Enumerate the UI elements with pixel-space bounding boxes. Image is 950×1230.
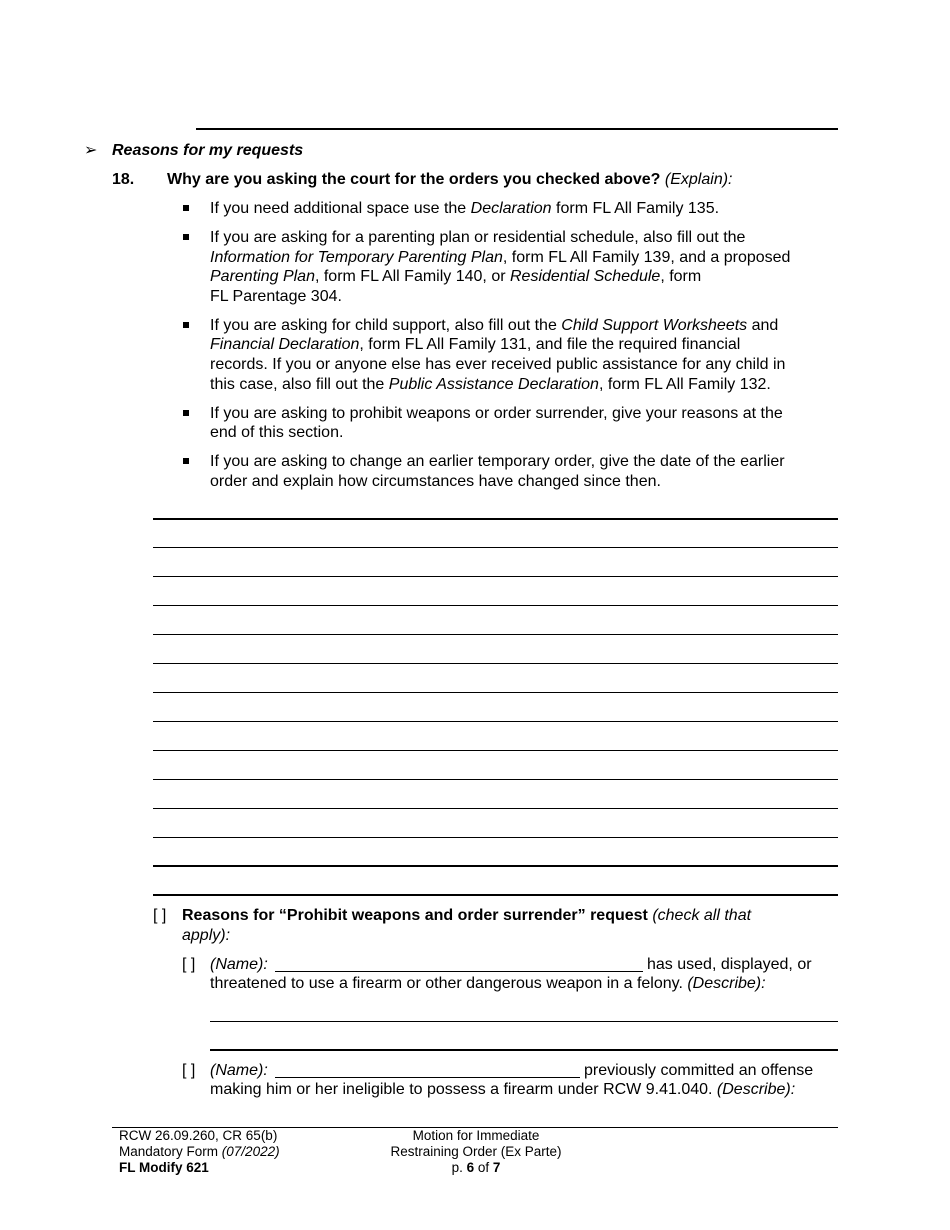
answer-line[interactable] [153,576,838,577]
item2-line-2: making him or her ineligible to possess a firearm under RCW 9.41.040. (Describe): [210,1081,796,1098]
bullet-2-line-3: Parenting Plan, form FL All Family 140, or Residential Schedule, form [210,268,702,285]
item1-checkbox[interactable]: [ ] [182,956,196,973]
weapons-title-line [182,906,751,925]
footer-title-2: Restraining Order (Ex Parte) [390,1144,562,1159]
answer-line[interactable] [153,547,838,548]
bullet-4-line-1: If you are asking to prohibit weapons or order surrender, give your reasons at the [210,405,783,422]
question-number: 18. [112,171,135,188]
footer-title-1: Motion for Immediate [412,1128,540,1143]
bullet-marker [183,458,189,464]
item2-checkbox[interactable]: [ ] [182,1062,196,1079]
bullet-3-line-1: If you are asking for child support, also fill out the Child Support Worksheets and [210,317,779,334]
bullet-4-line-2: end of this section. [210,424,344,441]
answer-line[interactable] [153,605,838,606]
footer-statute: RCW 26.09.260, CR 65(b) [119,1128,278,1143]
answer-line[interactable] [153,663,838,664]
bullet-2-line-4: FL Parentage 304. [210,288,342,305]
weapons-hint-continued: apply): [182,927,231,944]
item1-line-2: threatened to use a firearm or other dangerous weapon in a felony. (Describe): [210,975,766,992]
bullet-2-line-2: Information for Temporary Parenting Plan, form FL All Family 139, and a proposed [210,249,791,266]
weapons-title: Reasons for “Prohibit weapons and order surrender” request [182,907,648,924]
item1-after-blank: has used, displayed, or [647,956,812,973]
weapons-checkbox[interactable]: [ ] [153,907,167,924]
footer-mandatory: Mandatory Form (07/2022) [119,1144,280,1159]
footer-center [356,1128,596,1176]
footer-page: p. 6 of 7 [451,1160,501,1175]
answer-line[interactable] [153,634,838,635]
bullet-marker [183,322,189,328]
item1-describe-line[interactable] [210,1049,838,1051]
item2-after-blank: previously committed an offense [584,1062,814,1079]
footer-form-id: FL Modify 621 [119,1160,209,1175]
item2-name-label: (Name): [210,1062,268,1079]
bullet-marker [183,234,189,240]
answer-line[interactable] [153,721,838,722]
answer-line[interactable] [153,779,838,780]
answer-line[interactable] [153,808,838,809]
question-18 [167,170,732,189]
answer-line[interactable] [153,750,838,751]
item1-name-blank[interactable] [275,971,643,972]
bullet-marker [183,410,189,416]
answer-line[interactable] [153,518,838,520]
top-divider [196,128,838,130]
bullet-3-line-2: Financial Declaration, form FL All Family 131, and file the required financial [210,336,741,353]
bullet-5-line-1: If you are asking to change an earlier temporary order, give the date of the earlier [210,453,785,470]
bullet-3-line-3: records. If you or anyone else has ever received public assistance for any child in [210,356,786,373]
answer-line[interactable] [153,837,838,838]
question-explain: (Explain): [664,171,733,188]
footer-left [119,1128,379,1176]
item1-describe-line[interactable] [210,1021,838,1022]
section-arrow-icon: ➢ [84,142,98,159]
bullet-marker [183,205,189,211]
bullet-3-line-4: this case, also fill out the Public Assistance Declaration, form FL All Family 132. [210,376,771,393]
bullet-2-line-1: If you are asking for a parenting plan or residential schedule, also fill out the [210,229,746,246]
bullet-5-line-2: order and explain how circumstances have changed since then. [210,473,661,490]
item1-name-label: (Name): [210,956,268,973]
answer-line[interactable] [153,894,838,896]
bullet-1-line-1: If you need additional space use the Declaration form FL All Family 135. [210,200,720,217]
answer-line[interactable] [153,692,838,693]
answer-line[interactable] [153,865,838,867]
item2-name-blank[interactable] [275,1077,580,1078]
weapons-hint: (check all that [652,907,752,924]
question-text: Why are you asking the court for the orders you checked above? [167,171,661,188]
section-heading: Reasons for my requests [112,142,304,159]
